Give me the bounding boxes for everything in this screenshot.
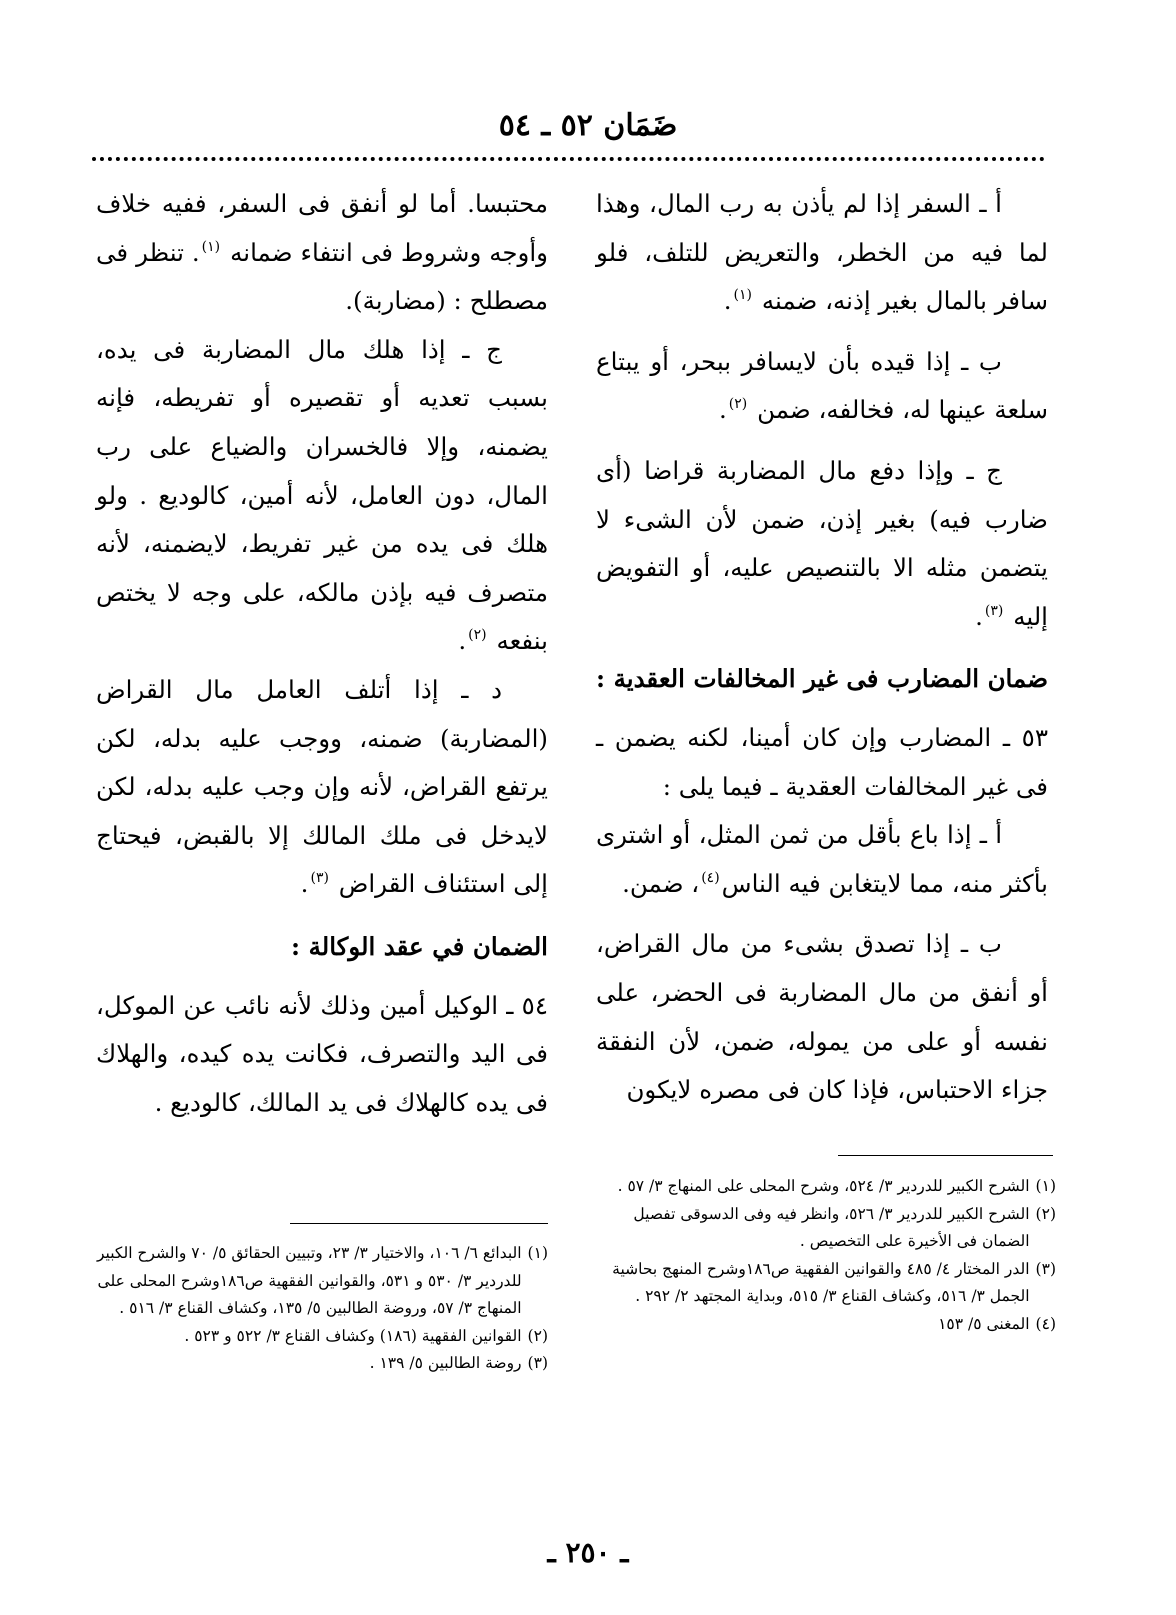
left-column [96, 180, 548, 1127]
footnote-ref[interactable]: (٣) [984, 602, 1004, 619]
page-header-title: ضَمَان ٥٢ ـ ٥٤ [498, 108, 678, 143]
footnote-ref[interactable]: (٢) [468, 627, 487, 644]
footnotes-right [596, 1173, 1056, 1338]
right-column [596, 180, 1048, 1115]
paragraph-j: ج ـ إذا هلك مال المضاربة فى يده، بسبب تعديه أو تقصيره أو تفريطه، فإنه يضمنه، وإلا فالخسران والضياع على رب المال، دون العامل، لأنه أمين، كالوديع . ولو هلك فى يده من غير تفريط، لايضمنه، لأنه متصرف فيه بإذن مالكه، على وجه لا يختص بنفعه $^{(٢)}$. [96, 334, 548, 656]
footnote-ref[interactable]: (٣) [310, 870, 329, 887]
footnote-divider-right [838, 1155, 1053, 1156]
footnote-ref[interactable]: (٢) [728, 396, 748, 413]
page-number: ـ ٢٥٠ ـ [547, 1536, 629, 1569]
footnote-item: (٢) القوانين الفقهية (١٨٦) وكشاف القناع ٣/ ٥٢٢ و ٥٢٣ . [184, 1326, 548, 1345]
footnote-item: (٢) الشرح الكبير للدردير ٣/ ٥٢٦، وانظر فيه وفى الدسوقى تفصيل الضمان فى الأخيرة على التخصيص . [633, 1204, 1056, 1250]
footnote-divider-left [290, 1223, 548, 1224]
paragraph-53-b: ب ـ إذا تصدق بشىء من مال القراض، أو أنفق من مال المضاربة فى الحضر، على نفسه أو على من يموله، ضمن، لأن النفقة جزاء الاحتباس، فإذا كان فى مصره لايكون [596, 929, 1048, 1105]
section-heading-mudarib: ضمان المضارب فى غير المخالفات العقدية : [596, 664, 1048, 694]
paragraph-53: ٥٣ ـ المضارب وإن كان أمينا، لكنه يضمن ـ فى غير المخالفات العقدية ـ فيما يلى : [596, 722, 1048, 801]
paragraph-b: ب ـ إذا قيده بأن لايسافر ببحر، أو يبتاع سلعة عينها له، فخالفه، ضمن $^{(٢)}$. [596, 346, 1048, 425]
paragraph-53-a: أ ـ إذا باع بأقل من ثمن المثل، أو اشترى بأكثر منه، مما لايتغابن فيه الناس$^{(٤)}$، ضمن. [596, 820, 1048, 898]
paragraph-d: د ـ إذا أتلف العامل مال القراض (المضاربة) ضمنه، ووجب عليه بدله، لكن يرتفع القراض، لأنه وإن وجب عليه بدله، لكن لايدخل فى ملك المالك إلا بالقبض، فيحتاج إلى استئناف القراض $^{(٣)}$. [96, 674, 548, 899]
paragraph-c: ج ـ وإذا دفع مال المضاربة قراضا (أى ضارب فيه) بغير إذن، ضمن لأن الشىء لا يتضمن مثله الا بالتنصيص عليه، أو التفويض إليه $^{(٣)}$. [596, 455, 1048, 631]
section-heading-wakala: الضمان في عقد الوكالة : [291, 931, 548, 961]
footnote-ref[interactable]: (٤) [701, 869, 720, 886]
paragraph-54: ٥٤ ـ الوكيل أمين وذلك لأنه نائب عن الموكل، فى اليد والتصرف، فكانت يده كيده، والهلاك فى يده كالهلاك فى يد المالك، كالوديع . [96, 990, 548, 1117]
footnote-item: (١) البدائع ٦/ ١٠٦، والاختيار ٣/ ٢٣، وتبيين الحقائق ٥/ ٧٠ والشرح الكبير للدردير ٣/ ٥٣٠ و ٥٣١، والقوانين الفقهية ص١٨٦وشرح المحلى على المنهاج ٣/ ٥٧، وروضة الطالبين ٥/ ١٣٥، وكشاف القناع ٣/ ٥١٦ . [97, 1244, 548, 1317]
paragraph-continuation: محتبسا. أما لو أنفق فى السفر، ففيه خلاف وأوجه وشروط فى انتفاء ضمانه $^{(١)}$. تنظر فى مصطلح : (مضاربة). [96, 189, 548, 316]
footnotes-left [96, 1240, 548, 1378]
header-dotted-divider [92, 157, 1045, 161]
paragraph-a: أ ـ السفر إذا لم يأذن به رب المال، وهذا لما فيه من الخطر، والتعريض للتلف، فلو سافر بالمال بغير إذنه، ضمنه $^{(١)}$. [596, 189, 1048, 316]
footnote-item: (٣) روضة الطالبين ٥/ ١٣٩ . [369, 1354, 548, 1372]
footnote-item: (١) الشرح الكبير للدردير ٣/ ٥٢٤، وشرح المحلى على المنهاج ٣/ ٥٧ . [617, 1177, 1056, 1195]
footnote-ref[interactable]: (١) [201, 238, 221, 255]
footnote-ref[interactable]: (١) [733, 287, 753, 304]
footnote-item: (٤) المغنى ٥/ ١٥٣ [938, 1314, 1056, 1333]
footnote-item: (٣) الدر المختار ٤/ ٤٨٥ والقوانين الفقهية ص١٨٦وشرح المنهج بحاشية الجمل ٣/ ٥١٦، وكشاف القناع ٣/ ٥١٥، وبداية المجتهد ٢/ ٢٩٢ . [612, 1259, 1056, 1305]
